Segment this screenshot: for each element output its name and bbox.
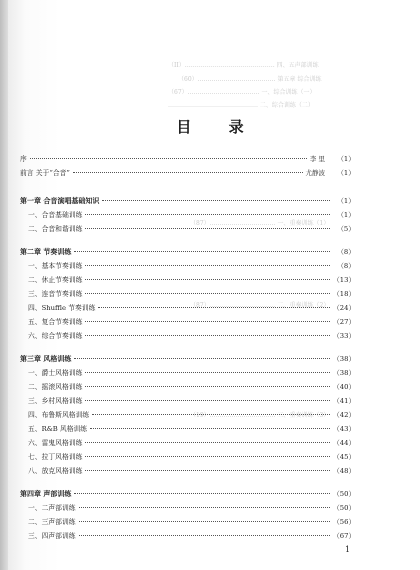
toc-entry-title: 七、拉丁风格训练: [28, 453, 83, 461]
dot-leader: [74, 251, 330, 252]
toc-entry-page: （5）: [337, 225, 355, 233]
toc-entry-page: （50）: [333, 490, 356, 498]
toc-entry-page: （42）: [333, 411, 356, 419]
dot-leader: [85, 400, 330, 401]
toc-entry-title: 四、布鲁斯风格训练: [28, 411, 90, 419]
toc-entry-title: 三、四声部训练: [28, 532, 76, 540]
dot-leader: [85, 228, 330, 229]
toc-entry-title: 八、放克风格训练: [28, 467, 83, 475]
ghost-line: （II）……………………………………… 四、五声部训练: [168, 62, 319, 69]
dot-leader: [85, 372, 330, 373]
toc-entry-title: 一、合音基础训练: [28, 211, 83, 219]
toc-chapter-1[interactable]: [20, 195, 355, 209]
toc-chapter-3[interactable]: [20, 353, 355, 367]
dot-leader: [79, 507, 330, 508]
toc-entry[interactable]: [20, 437, 355, 451]
dot-leader: [85, 335, 330, 336]
toc-entry-title: 序: [20, 155, 27, 163]
toc-entry-title: 二、摇滚风格训练: [28, 383, 83, 391]
toc-entry-page: （1）: [337, 155, 355, 163]
toc-entry-page: （13）: [333, 276, 356, 284]
page-title: 目 录: [176, 118, 260, 136]
toc-entry-title: 四、Shuffle 节奏训练: [28, 304, 96, 312]
ghost-line: ……………………………………… 二、综合训练（二）: [168, 102, 314, 109]
table-of-contents: [20, 153, 355, 544]
dot-leader: [79, 521, 330, 522]
toc-entry-title: 五、复合节奏训练: [28, 318, 83, 326]
toc-chapter-2[interactable]: [20, 246, 355, 260]
dot-leader: [74, 358, 330, 359]
toc-entry[interactable]: [20, 516, 355, 530]
toc-entry-page: （48）: [333, 467, 356, 475]
toc-entry[interactable]: [20, 209, 355, 223]
toc-entry-page: （24）: [333, 304, 356, 312]
toc-entry[interactable]: [20, 367, 355, 381]
dot-leader: [85, 279, 330, 280]
toc-entry-page: （67）: [333, 532, 356, 540]
toc-chapter-title: 第二章 节奏训练: [20, 248, 72, 256]
toc-entry-page: （40）: [333, 383, 356, 391]
dot-leader: [85, 293, 330, 294]
toc-entry[interactable]: [20, 423, 355, 437]
toc-chapter-title: 第三章 风格训练: [20, 355, 72, 363]
dot-leader: [73, 172, 303, 173]
dot-leader: [74, 493, 330, 494]
toc-entry-title: 二、合音和谐训练: [28, 225, 83, 233]
toc-entry[interactable]: [20, 302, 355, 316]
toc-entry-title: 一、爵士风格训练: [28, 369, 83, 377]
toc-entry-page: （44）: [333, 439, 356, 447]
ghost-line: （87）…………………………… 二、重奏训练（2）: [190, 302, 330, 309]
toc-entry-page: （45）: [333, 453, 356, 461]
toc-entry-page: （1）: [337, 211, 355, 219]
toc-entry-page: （38）: [333, 355, 356, 363]
toc-entry-title: 一、二声部训练: [28, 504, 76, 512]
toc-entry-author: 李 里: [309, 155, 325, 163]
dot-leader: [90, 428, 330, 429]
dot-leader: [85, 456, 330, 457]
toc-entry[interactable]: [20, 223, 355, 237]
dot-leader: [85, 386, 330, 387]
dot-leader: [102, 200, 330, 201]
dot-leader: [30, 158, 307, 159]
dot-leader: [79, 535, 330, 536]
toc-entry[interactable]: [20, 395, 355, 409]
toc-entry-page: （18）: [333, 290, 356, 298]
toc-entry-page: （56）: [333, 518, 356, 526]
toc-entry[interactable]: [20, 409, 355, 423]
toc-entry-author: 尤静波: [305, 169, 325, 177]
toc-entry-title: 二、休止节奏训练: [28, 276, 83, 284]
toc-entry-title: 六、雷鬼风格训练: [28, 439, 83, 447]
dot-leader: [85, 214, 330, 215]
ghost-line: （60）………………………………… 第五章 综合训练: [178, 76, 322, 83]
toc-entry[interactable]: [20, 260, 355, 274]
dot-leader: [98, 307, 330, 308]
toc-entry-preface[interactable]: [20, 153, 355, 167]
toc-entry-foreword[interactable]: [20, 167, 355, 181]
toc-entry-page: （1）: [337, 197, 355, 205]
toc-entry-title: 一、基本节奏训练: [28, 262, 83, 270]
toc-entry-title: 二、三声部训练: [28, 518, 76, 526]
toc-chapter-title: 第一章 合音演唱基础知识: [20, 197, 100, 205]
toc-entry[interactable]: [20, 530, 355, 544]
dot-leader: [85, 265, 330, 266]
toc-entry-title: 前言 关于“合音”: [20, 169, 70, 177]
toc-entry[interactable]: [20, 381, 355, 395]
ghost-line: （19）…………………………… 三、重奏训练（3）: [190, 412, 330, 419]
toc-entry-page: （50）: [333, 504, 356, 512]
dot-leader: [85, 442, 330, 443]
page-number: 1: [345, 545, 351, 554]
toc-entry-page: （41）: [333, 397, 356, 405]
toc-entry-title: 五、R&B 风格训练: [28, 425, 88, 433]
dot-leader: [92, 414, 330, 415]
toc-entry[interactable]: [20, 465, 355, 479]
toc-entry-title: 三、乡村风格训练: [28, 397, 83, 405]
toc-entry-page: （33）: [333, 332, 356, 340]
dot-leader: [85, 470, 330, 471]
toc-entry-title: 三、连音节奏训练: [28, 290, 83, 298]
toc-entry[interactable]: [20, 330, 355, 344]
toc-entry[interactable]: [20, 274, 355, 288]
toc-entry-page: （38）: [333, 369, 356, 377]
toc-entry[interactable]: [20, 288, 355, 302]
toc-entry-page: （1）: [337, 169, 355, 177]
toc-chapter-title: 第四章 声部训练: [20, 490, 72, 498]
toc-entry[interactable]: [20, 502, 355, 516]
toc-entry-title: 六、综合节奏训练: [28, 332, 83, 340]
toc-entry-page: （27）: [333, 318, 356, 326]
toc-entry[interactable]: [20, 316, 355, 330]
ghost-line: （67）……………………………… 一、综合训练（一）: [168, 89, 316, 96]
toc-entry-page: （8）: [337, 248, 355, 256]
toc-entry-page: （8）: [337, 262, 355, 270]
toc-entry[interactable]: [20, 451, 355, 465]
ghost-line: （87）…………………………… 一、重奏训练（1）: [190, 220, 330, 227]
toc-chapter-4[interactable]: [20, 488, 355, 502]
dot-leader: [85, 321, 330, 322]
toc-entry-page: （43）: [333, 425, 356, 433]
